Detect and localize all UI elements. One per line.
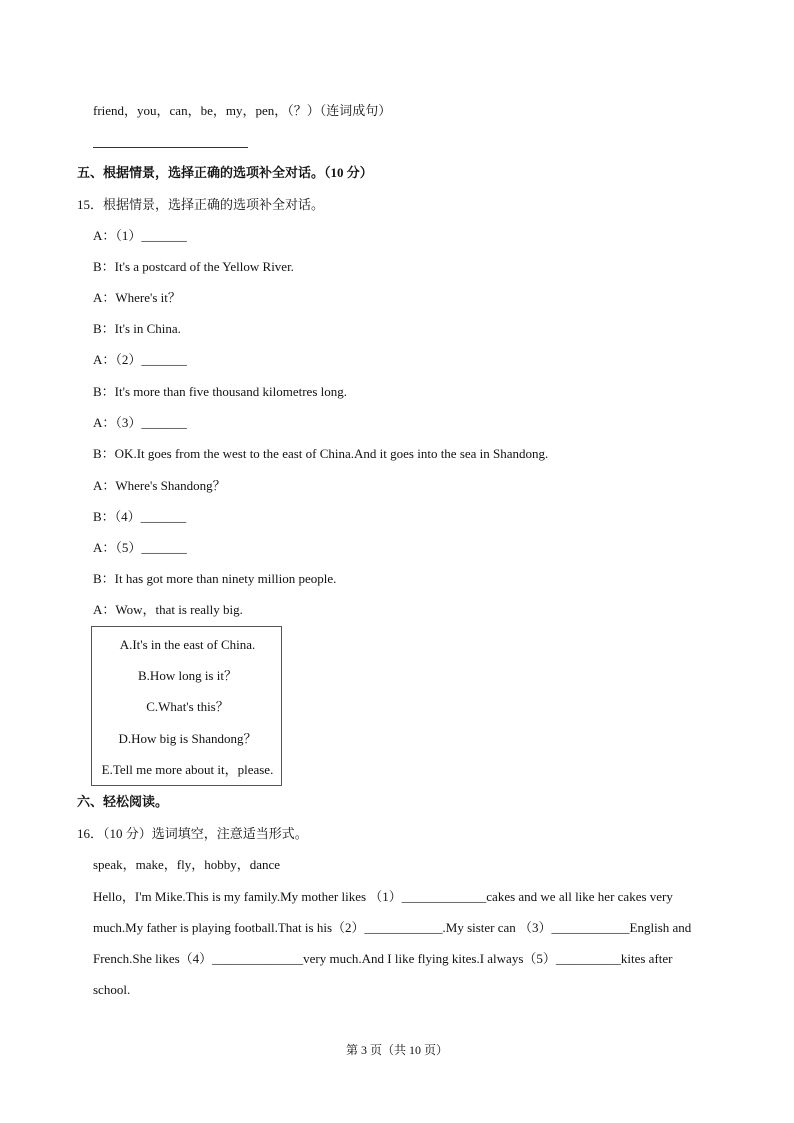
word-bank: speak，make，fly，hobby，dance [93,857,281,872]
answer-line [93,147,248,148]
dialogue-line: A：Where's Shandong？ [93,478,226,493]
question-16-stem: 16．（10 分）选词填空，注意适当形式。 [77,826,308,841]
dialogue-line: B：It has got more than ninety million people. [93,571,337,586]
passage-line: school. [93,982,131,997]
options-box [91,626,282,786]
section-6-title: 六、轻松阅读。 [77,794,169,809]
passage-line: French.She likes（4）______________very much.And I like flying kites.I always（5）__________kites after [93,951,673,966]
dialogue-line: A：（5）_______ [93,540,187,555]
dialogue-line: A：（1）_______ [93,228,187,243]
passage-line: much.My father is playing football.That is his（2）____________.My sister can （3）____________English and [93,920,692,935]
dialogue-line: B：（4）_______ [93,509,187,524]
dialogue-line: A：（2）_______ [93,352,187,367]
option-c: C.What's this？ [146,699,229,714]
dialogue-line: B：It's in China. [93,321,181,336]
dialogue-line: A：（3）_______ [93,415,187,430]
section-5-title: 五、根据情景，选择正确的选项补全对话。（10 分） [77,165,373,180]
page-footer: 第 3 页（共 10 页） [345,1043,448,1057]
option-d: D.How big is Shandong？ [118,731,257,746]
question-15-stem: 15．根据情景，选择正确的选项补全对话。 [77,197,325,212]
option-e: E.Tell me more about it，please. [101,762,274,777]
dialogue-line: A：Where's it？ [93,290,181,305]
q14-words: friend，you，can，be，my，pen，（？）（连词成句） [93,103,392,118]
passage-line: Hello，I'm Mike.This is my family.My mother likes （1）_____________cakes and we all like her cakes very [93,889,673,904]
dialogue-line: B：OK.It goes from the west to the east of China.And it goes into the sea in Shandong. [93,446,549,461]
dialogue-line: A：Wow，that is really big. [93,602,243,617]
dialogue-line: B：It's more than five thousand kilometres long. [93,384,347,399]
option-b: B.How long is it？ [138,668,237,683]
option-a: A.It's in the east of China. [119,637,256,652]
dialogue-line: B：It's a postcard of the Yellow River. [93,259,294,274]
